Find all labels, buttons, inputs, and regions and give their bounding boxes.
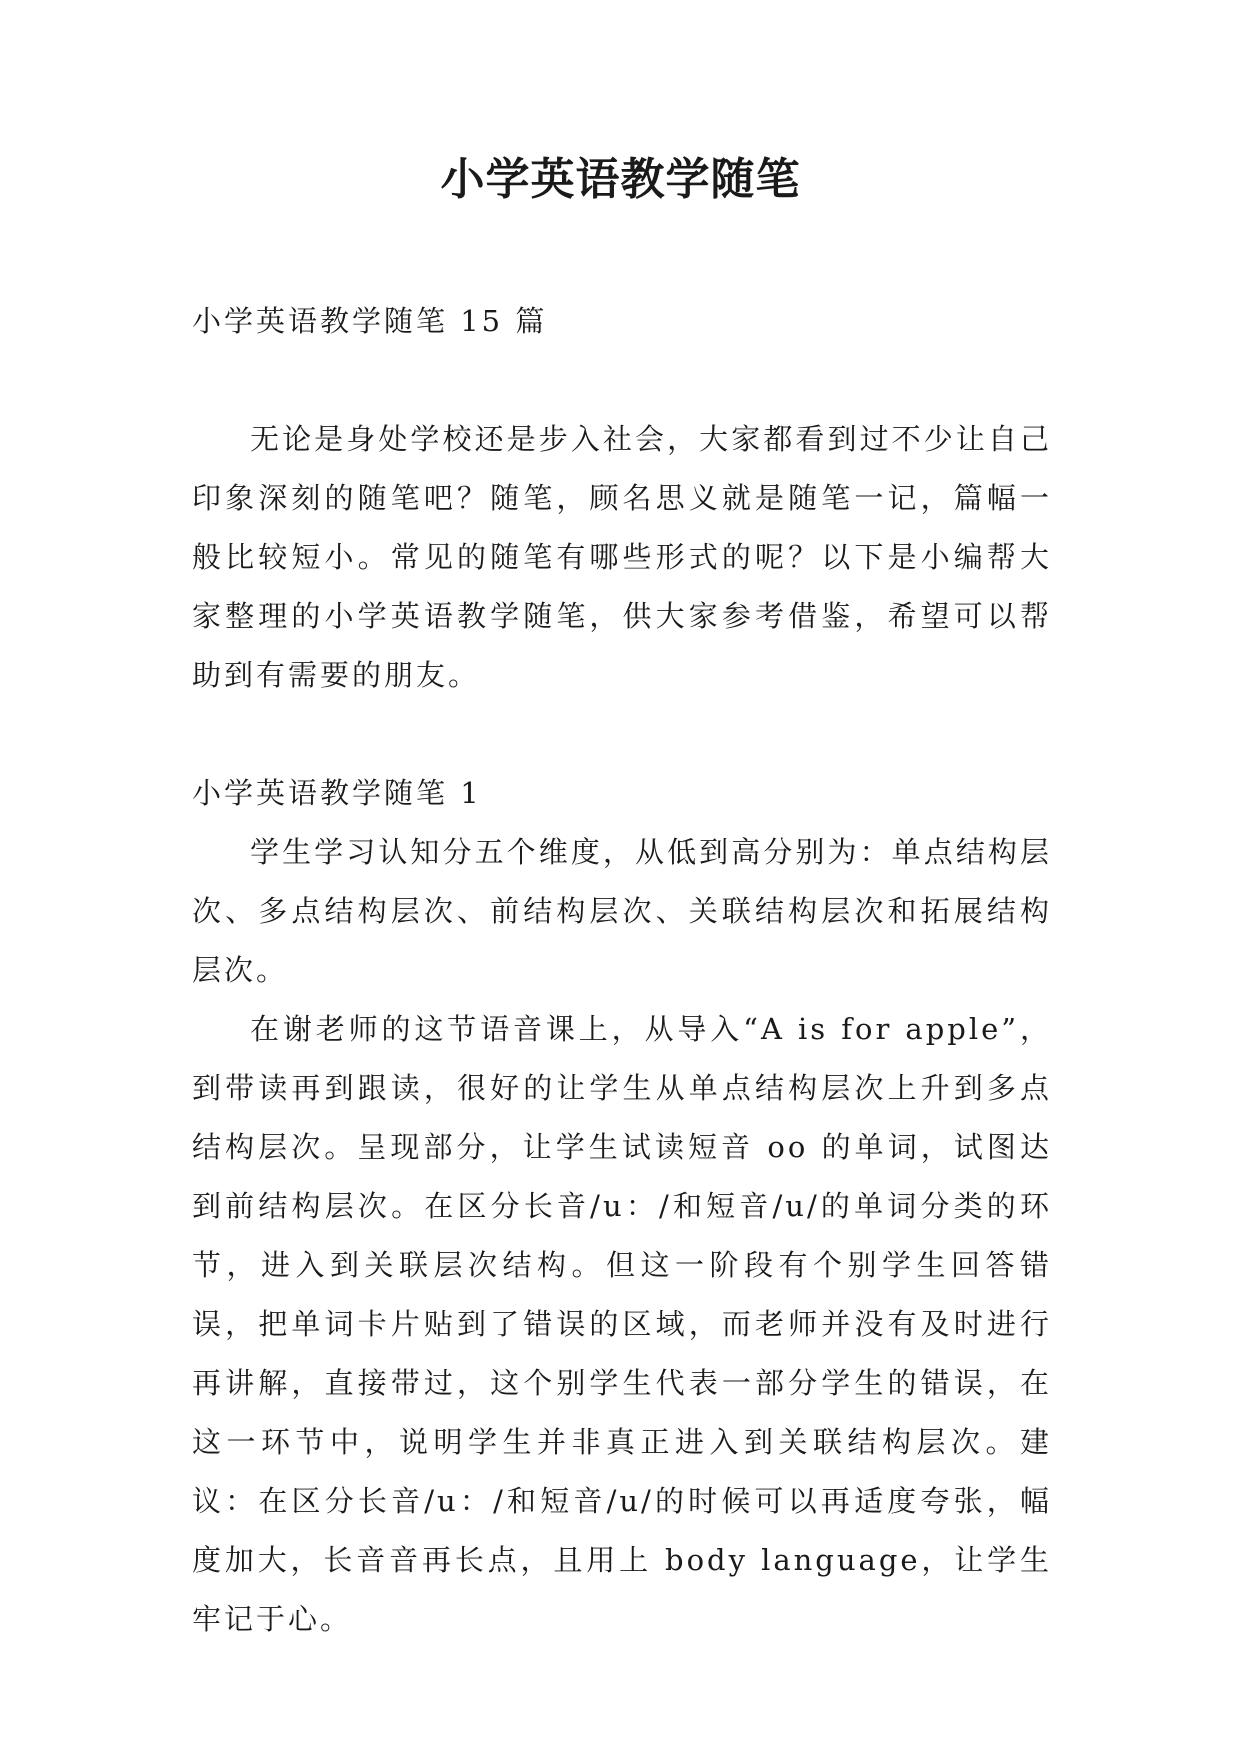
intro-paragraph: 无论是身处学校还是步入社会，大家都看到过不少让自己印象深刻的随笔吧？随笔，顾名思义就是随笔一记，篇幅一般比较短小。常见的随笔有哪些形式的呢？以下是小编帮大家整理的小学英语教学随笔，供大家参考借鉴，希望可以帮助到有需要的朋友。: [192, 422, 1052, 692]
spacer: [192, 705, 1052, 764]
document-body: [192, 292, 1052, 1649]
document-subtitle: 小学英语教学随笔 15 篇: [192, 304, 548, 338]
document-title: 小学英语教学随笔: [440, 154, 801, 205]
body-paragraph: 在谢老师的这节语音课上，从导入“A is for apple”，到带读再到跟读，很好的让学生从单点结构层次上升到多点结构层次。呈现部分，让学生试读短音 oo 的单词，试图达到前结构层次。在区分长音/u：/和短音/u/的单词分类的环节，进入到关联层次结构。但这一阶段有个别学生回答错误，把单词卡片贴到了错误的区域，而老师并没有及时进行再讲解，直接带过，这个别学生代表一部分学生的错误，在这一环节中，说明学生并非真正进入到关联结构层次。建议：在区分长音/u：/和短音/u/的时候可以再适度夸张，幅度加大，长音音再长点，且用上 body language，让学生牢记于心。: [192, 1012, 1052, 1636]
body-paragraph: 学生学习认知分五个维度，从低到高分别为：单点结构层次、多点结构层次、前结构层次、关联结构层次和拓展结构层次。: [192, 835, 1052, 987]
section-heading: 小学英语教学随笔 1: [192, 776, 482, 810]
spacer: [192, 351, 1052, 410]
